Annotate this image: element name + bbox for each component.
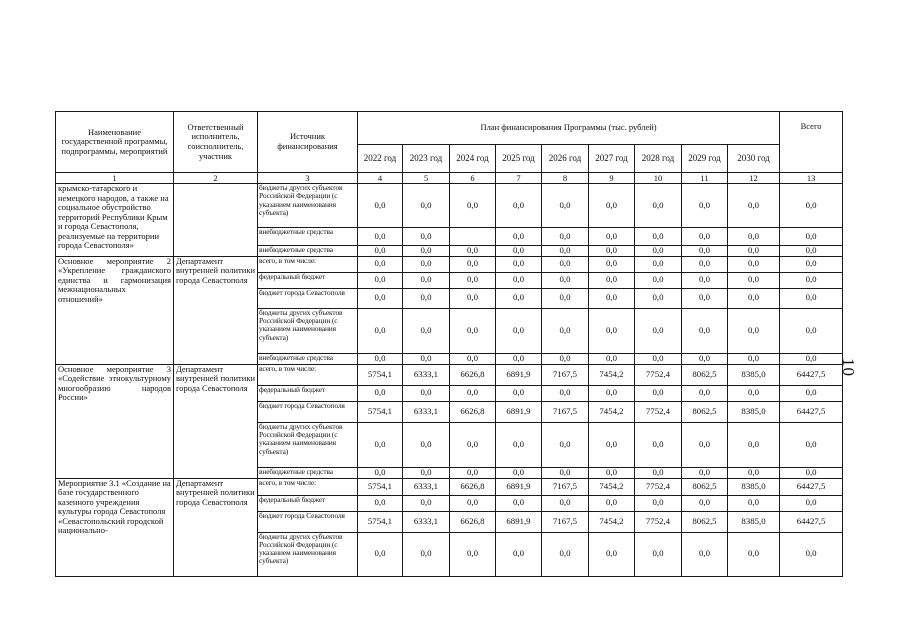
funding-source-cell: бюджет города Севастополя <box>258 401 358 422</box>
total-value-cell: 0,0 <box>780 385 843 401</box>
total-value-cell: 0,0 <box>780 228 843 246</box>
executor-cell: Департамент внутренней политики города Севастополя <box>174 478 258 576</box>
funding-source-cell: всего, в том числе: <box>258 364 358 385</box>
year-value-cell: 0,0 <box>635 246 682 257</box>
funding-source-cell: всего, в том числе: <box>258 256 358 272</box>
year-value-cell: 0,0 <box>589 228 635 246</box>
year-value-cell: 7752,4 <box>635 401 682 422</box>
column-number: 9 <box>589 173 635 184</box>
year-value-cell: 0,0 <box>450 272 496 288</box>
total-value-cell: 0,0 <box>780 272 843 288</box>
year-value-cell: 0,0 <box>358 308 403 353</box>
year-value-cell: 0,0 <box>542 246 589 257</box>
year-value-cell: 6891,9 <box>496 478 542 495</box>
year-value-cell: 0,0 <box>728 385 780 401</box>
year-value-cell: 0,0 <box>589 272 635 288</box>
year-value-cell: 0,0 <box>542 385 589 401</box>
year-value-cell: 0,0 <box>682 422 728 467</box>
funding-source-cell: бюджет города Севастополя <box>258 511 358 532</box>
year-value-cell: 5754,1 <box>358 511 403 532</box>
year-value-cell: 0,0 <box>682 353 728 364</box>
total-value-cell: 64427,5 <box>780 478 843 495</box>
year-value-cell: 7752,4 <box>635 511 682 532</box>
year-value-cell: 7454,2 <box>589 364 635 385</box>
year-value-cell: 0,0 <box>635 385 682 401</box>
year-value-cell: 0,0 <box>496 422 542 467</box>
year-value-cell: 0,0 <box>403 495 450 511</box>
year-value-cell: 8385,0 <box>728 364 780 385</box>
total-value-cell: 0,0 <box>780 495 843 511</box>
year-value-cell: 0,0 <box>635 422 682 467</box>
table-body <box>56 184 843 577</box>
year-value-cell: 0,0 <box>542 353 589 364</box>
year-value-cell: 7167,5 <box>542 511 589 532</box>
year-header: 2029 год <box>682 145 728 173</box>
year-value-cell: 0,0 <box>542 467 589 478</box>
year-value-cell: 0,0 <box>542 288 589 308</box>
column-number: 13 <box>780 173 843 184</box>
year-value-cell: 7454,2 <box>589 511 635 532</box>
year-value-cell: 0,0 <box>542 184 589 228</box>
year-value-cell: 0,0 <box>403 385 450 401</box>
executor-cell: Департамент внутренней политики города Севастополя <box>174 364 258 478</box>
year-value-cell: 0,0 <box>358 246 403 257</box>
table-row <box>56 478 843 495</box>
year-value-cell: 0,0 <box>496 308 542 353</box>
year-value-cell: 0,0 <box>542 228 589 246</box>
year-value-cell: 0,0 <box>728 422 780 467</box>
year-value-cell: 8062,5 <box>682 511 728 532</box>
year-value-cell: 0,0 <box>682 308 728 353</box>
total-value-cell: 0,0 <box>780 353 843 364</box>
year-header: 2024 год <box>450 145 496 173</box>
total-value-cell: 64427,5 <box>780 511 843 532</box>
year-value-cell: 0,0 <box>542 422 589 467</box>
year-value-cell: 0,0 <box>682 532 728 576</box>
year-value-cell: 8062,5 <box>682 364 728 385</box>
year-value-cell: 0,0 <box>589 495 635 511</box>
funding-source-cell: бюджеты других субъектов Российской Федерации (с указанием наименования субъекта) <box>258 184 358 228</box>
year-value-cell: 0,0 <box>403 256 450 272</box>
year-value-cell: 0,0 <box>496 246 542 257</box>
year-value-cell: 0,0 <box>450 353 496 364</box>
year-value-cell: 6891,9 <box>496 364 542 385</box>
year-value-cell: 0,0 <box>682 246 728 257</box>
year-value-cell: 0,0 <box>403 184 450 228</box>
year-value-cell: 0,0 <box>496 385 542 401</box>
year-value-cell: 0,0 <box>542 532 589 576</box>
total-value-cell: 0,0 <box>780 184 843 228</box>
header-executor: Ответственный исполнитель, соисполнитель, участник <box>174 112 258 173</box>
year-value-cell: 0,0 <box>728 308 780 353</box>
year-value-cell: 6626,8 <box>450 364 496 385</box>
column-number: 11 <box>682 173 728 184</box>
funding-source-cell: бюджеты других субъектов Российской Федерации (с указанием наименования субъекта) <box>258 422 358 467</box>
year-value-cell: 0,0 <box>403 308 450 353</box>
year-value-cell: 0,0 <box>682 288 728 308</box>
year-value-cell: 0,0 <box>496 228 542 246</box>
year-header: 2026 год <box>542 145 589 173</box>
year-value-cell: 5754,1 <box>358 364 403 385</box>
year-value-cell: 0,0 <box>403 288 450 308</box>
header-name: Наименование государственной программы, подпрограммы, мероприятий <box>56 112 174 173</box>
year-value-cell: 0,0 <box>542 272 589 288</box>
year-value-cell: 0,0 <box>358 422 403 467</box>
column-number: 3 <box>258 173 358 184</box>
year-value-cell: 0,0 <box>450 184 496 228</box>
year-value-cell: 8062,5 <box>682 401 728 422</box>
year-value-cell: 0,0 <box>682 467 728 478</box>
year-value-cell: 0,0 <box>728 184 780 228</box>
year-header: 2022 год <box>358 145 403 173</box>
year-value-cell: 0,0 <box>450 256 496 272</box>
total-value-cell: 0,0 <box>780 532 843 576</box>
year-value-cell: 0,0 <box>358 353 403 364</box>
year-value-cell: 0,0 <box>403 272 450 288</box>
year-value-cell: 6333,1 <box>403 364 450 385</box>
year-value-cell: 0,0 <box>635 532 682 576</box>
year-value-cell: 0,0 <box>358 228 403 246</box>
activity-name-cell: Мероприятие 3.1 «Создание на базе государственного казенного учреждения культуры города Севастополя «Севастопольский городской национально- <box>56 478 174 576</box>
funding-source-cell: бюджеты других субъектов Российской Федерации (с указанием наименования субъекта) <box>258 532 358 576</box>
year-value-cell: 0,0 <box>358 288 403 308</box>
year-value-cell: 0,0 <box>403 246 450 257</box>
year-value-cell: 0,0 <box>542 308 589 353</box>
total-value-cell: 0,0 <box>780 288 843 308</box>
header-plan: План финансирования Программы (тыс. рублей) <box>358 112 780 145</box>
year-value-cell: 0,0 <box>728 532 780 576</box>
year-value-cell: 0,0 <box>682 385 728 401</box>
year-value-cell: 0,0 <box>728 495 780 511</box>
year-value-cell: 0,0 <box>589 246 635 257</box>
year-value-cell: 0,0 <box>542 495 589 511</box>
funding-source-cell: бюджеты других субъектов Российской Федерации (с указанием наименования субъекта) <box>258 308 358 353</box>
year-value-cell: 0,0 <box>358 256 403 272</box>
year-value-cell: 6333,1 <box>403 401 450 422</box>
year-value-cell: 0,0 <box>358 495 403 511</box>
funding-source-cell: внебюджетные средства <box>258 228 358 246</box>
year-value-cell: 0,0 <box>682 256 728 272</box>
year-value-cell: 0,0 <box>358 467 403 478</box>
year-value-cell: 6626,8 <box>450 401 496 422</box>
year-value-cell: 0,0 <box>496 256 542 272</box>
year-value-cell: 6626,8 <box>450 478 496 495</box>
year-value-cell: 0,0 <box>403 467 450 478</box>
year-value-cell: 0,0 <box>589 467 635 478</box>
year-value-cell: 0,0 <box>450 495 496 511</box>
year-value-cell: 0,0 <box>403 532 450 576</box>
year-value-cell: 0,0 <box>728 288 780 308</box>
funding-source-cell: федеральный бюджет <box>258 385 358 401</box>
year-value-cell: 0,0 <box>358 385 403 401</box>
activity-name-cell: Основное мероприятие 2 «Укрепление гражданского единства и гармонизация межнациональных отношений» <box>56 256 174 364</box>
page-number: 10 <box>839 358 858 377</box>
year-value-cell: 0,0 <box>403 228 450 246</box>
year-value-cell: 0,0 <box>496 495 542 511</box>
table-row <box>56 256 843 272</box>
year-value-cell <box>450 228 496 246</box>
year-value-cell: 0,0 <box>450 422 496 467</box>
year-value-cell: 0,0 <box>682 495 728 511</box>
column-number: 1 <box>56 173 174 184</box>
funding-source-cell: всего, в том числе: <box>258 478 358 495</box>
executor-cell <box>174 184 258 257</box>
year-value-cell: 6891,9 <box>496 511 542 532</box>
column-number: 4 <box>358 173 403 184</box>
funding-source-cell: внебюджетные средства <box>258 246 358 257</box>
year-value-cell: 7454,2 <box>589 401 635 422</box>
year-value-cell: 0,0 <box>450 467 496 478</box>
total-value-cell: 64427,5 <box>780 401 843 422</box>
year-value-cell: 0,0 <box>635 256 682 272</box>
year-value-cell: 0,0 <box>450 532 496 576</box>
year-value-cell: 0,0 <box>589 422 635 467</box>
year-value-cell: 6626,8 <box>450 511 496 532</box>
year-value-cell: 5754,1 <box>358 478 403 495</box>
year-value-cell: 6333,1 <box>403 511 450 532</box>
funding-source-cell: бюджет города Севастополя <box>258 288 358 308</box>
executor-cell: Департамент внутренней политики города Севастополя <box>174 256 258 364</box>
year-header: 2027 год <box>589 145 635 173</box>
year-value-cell: 0,0 <box>589 385 635 401</box>
activity-name-cell: крымско-татарского и немецкого народов, а также на социальное обустройство территорий Республики Крым и города Севастополя, реализуемые на территории города Севастополя» <box>56 184 174 257</box>
financing-table <box>55 111 843 577</box>
year-value-cell: 0,0 <box>450 385 496 401</box>
year-value-cell: 0,0 <box>496 467 542 478</box>
year-value-cell: 0,0 <box>728 246 780 257</box>
year-value-cell: 0,0 <box>589 256 635 272</box>
year-value-cell: 0,0 <box>496 353 542 364</box>
year-value-cell: 8385,0 <box>728 478 780 495</box>
year-value-cell: 0,0 <box>450 308 496 353</box>
year-value-cell: 0,0 <box>589 288 635 308</box>
header-source: Источник финансирования <box>258 112 358 173</box>
year-value-cell: 0,0 <box>635 272 682 288</box>
year-header: 2028 год <box>635 145 682 173</box>
year-value-cell: 0,0 <box>496 532 542 576</box>
year-value-cell: 0,0 <box>450 246 496 257</box>
header-total: Всего <box>780 112 843 173</box>
activity-name-cell: Основное мероприятие 3 «Содействие этнокультурному многообразию народов России» <box>56 364 174 478</box>
funding-source-cell: внебюджетные средства <box>258 467 358 478</box>
year-value-cell: 0,0 <box>496 272 542 288</box>
year-value-cell: 6333,1 <box>403 478 450 495</box>
year-value-cell: 0,0 <box>358 272 403 288</box>
column-number: 6 <box>450 173 496 184</box>
year-value-cell: 0,0 <box>728 353 780 364</box>
year-value-cell: 0,0 <box>635 495 682 511</box>
year-value-cell: 0,0 <box>589 184 635 228</box>
column-number: 7 <box>496 173 542 184</box>
total-value-cell: 0,0 <box>780 308 843 353</box>
year-value-cell: 0,0 <box>728 467 780 478</box>
year-value-cell: 0,0 <box>635 288 682 308</box>
funding-source-cell: федеральный бюджет <box>258 495 358 511</box>
year-value-cell: 7167,5 <box>542 364 589 385</box>
year-value-cell: 0,0 <box>589 308 635 353</box>
year-header: 2030 год <box>728 145 780 173</box>
total-value-cell: 0,0 <box>780 256 843 272</box>
year-value-cell: 0,0 <box>589 353 635 364</box>
column-number: 12 <box>728 173 780 184</box>
year-value-cell: 8385,0 <box>728 401 780 422</box>
year-value-cell: 0,0 <box>635 184 682 228</box>
year-header: 2023 год <box>403 145 450 173</box>
year-value-cell: 7752,4 <box>635 364 682 385</box>
year-value-cell: 7454,2 <box>589 478 635 495</box>
year-value-cell: 7167,5 <box>542 478 589 495</box>
year-value-cell: 0,0 <box>403 353 450 364</box>
year-value-cell: 0,0 <box>635 353 682 364</box>
year-value-cell: 0,0 <box>635 467 682 478</box>
funding-source-cell: внебюджетные средства <box>258 353 358 364</box>
year-value-cell: 0,0 <box>728 228 780 246</box>
year-value-cell: 0,0 <box>496 288 542 308</box>
year-value-cell: 0,0 <box>496 184 542 228</box>
year-value-cell: 0,0 <box>682 228 728 246</box>
year-value-cell: 0,0 <box>635 228 682 246</box>
year-value-cell: 0,0 <box>682 184 728 228</box>
year-value-cell: 0,0 <box>403 422 450 467</box>
column-number: 2 <box>174 173 258 184</box>
year-value-cell: 8385,0 <box>728 511 780 532</box>
year-value-cell: 8062,5 <box>682 478 728 495</box>
column-number: 8 <box>542 173 589 184</box>
column-number: 10 <box>635 173 682 184</box>
column-number: 5 <box>403 173 450 184</box>
year-value-cell: 0,0 <box>450 288 496 308</box>
total-value-cell: 0,0 <box>780 246 843 257</box>
year-header: 2025 год <box>496 145 542 173</box>
year-value-cell: 0,0 <box>542 256 589 272</box>
year-value-cell: 0,0 <box>358 184 403 228</box>
total-value-cell: 0,0 <box>780 467 843 478</box>
year-value-cell: 0,0 <box>589 532 635 576</box>
year-value-cell: 6891,9 <box>496 401 542 422</box>
year-value-cell: 7167,5 <box>542 401 589 422</box>
year-value-cell: 0,0 <box>358 532 403 576</box>
funding-source-cell: федеральный бюджет <box>258 272 358 288</box>
year-value-cell: 0,0 <box>728 272 780 288</box>
total-value-cell: 0,0 <box>780 422 843 467</box>
year-value-cell: 0,0 <box>682 272 728 288</box>
year-value-cell: 0,0 <box>635 308 682 353</box>
table-row <box>56 364 843 385</box>
total-value-cell: 64427,5 <box>780 364 843 385</box>
table-row <box>56 184 843 228</box>
year-value-cell: 0,0 <box>728 256 780 272</box>
year-value-cell: 5754,1 <box>358 401 403 422</box>
year-value-cell: 7752,4 <box>635 478 682 495</box>
